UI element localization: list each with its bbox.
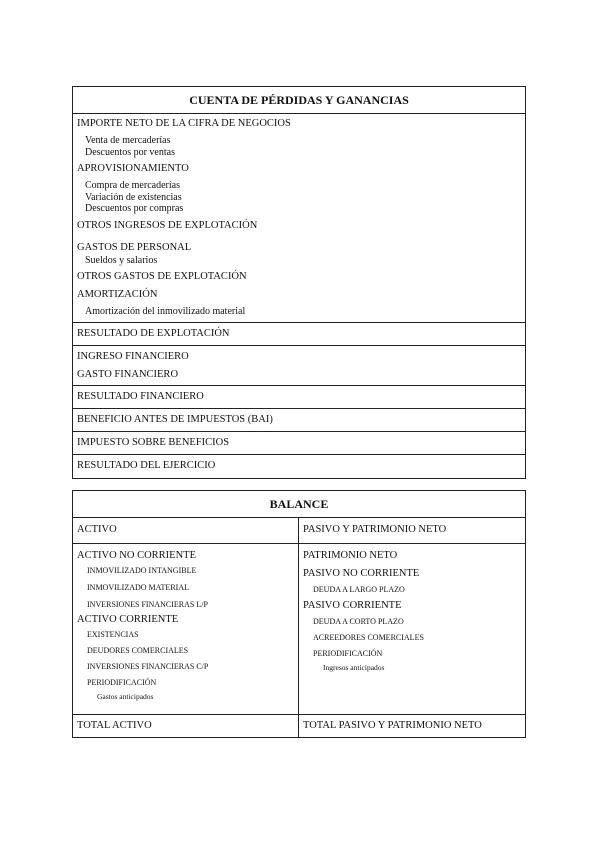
balance-body-row — [73, 544, 525, 715]
resultado-ejercicio: RESULTADO DEL EJERCICIO — [77, 459, 216, 471]
resultado-financiero-row — [73, 386, 525, 409]
total-activo-cell — [73, 715, 299, 737]
inmov-material: INMOVILIZADO MATERIAL — [87, 583, 189, 592]
resultado-ejercicio-row — [73, 455, 525, 478]
patrimonio-neto: PATRIMONIO NETO — [303, 550, 398, 561]
total-pasivo-cell — [299, 715, 525, 737]
ingreso-financiero: INGRESO FINANCIERO — [77, 350, 189, 362]
inversiones-cp: INVERSIONES FINANCIERAS C/P — [87, 662, 209, 671]
compra-mercaderias: Compra de mercaderías — [85, 180, 180, 191]
pasivo-corriente: PASIVO CORRIENTE — [303, 600, 402, 611]
venta-mercaderias: Venta de mercaderías — [85, 135, 171, 146]
resultado-explotacion-row — [73, 323, 525, 346]
activo-no-corriente: ACTIVO NO CORRIENTE — [77, 550, 196, 561]
periodificacion-pasivo: PERIODIFICACIÓN — [313, 649, 383, 658]
pasivo-no-corriente: PASIVO NO CORRIENTE — [303, 568, 420, 579]
descuentos-ventas: Descuentos por ventas — [85, 146, 175, 158]
deuda-lp: DEUDA A LARGO PLAZO — [313, 585, 405, 594]
financiero-section — [73, 346, 525, 386]
balance-header-row — [73, 518, 525, 544]
periodificacion-activo: PERIODIFICACIÓN — [87, 678, 157, 687]
otros-gastos: OTROS GASTOS DE EXPLOTACIÓN — [77, 271, 247, 282]
activo-header: ACTIVO — [77, 524, 117, 535]
pasivo-header-cell — [299, 518, 525, 543]
gastos-anticipados: Gastos anticipados — [97, 692, 154, 701]
amortizacion-inmovilizado: Amortización del inmovilizado material — [85, 306, 246, 317]
aprovisionamiento: APROVISIONAMIENTO — [77, 163, 189, 174]
pyg-table — [72, 86, 526, 479]
activo-corriente: ACTIVO CORRIENTE — [77, 614, 179, 625]
pasivo-header: PASIVO Y PATRIMONIO NETO — [303, 524, 447, 535]
pyg-title: CUENTA DE PÉRDIDAS Y GANANCIAS — [73, 87, 525, 114]
deuda-cp: DEUDA A CORTO PLAZO — [313, 617, 404, 626]
bai-row — [73, 409, 525, 432]
balance-total-row — [73, 715, 525, 737]
resultado-explotacion: RESULTADO DE EXPLOTACIÓN — [77, 327, 230, 339]
impuesto-row — [73, 432, 525, 455]
sueldos-salarios: Sueldos y salarios — [85, 254, 158, 266]
pasivo-body — [299, 544, 525, 714]
resultado-financiero: RESULTADO FINANCIERO — [77, 390, 204, 402]
pyg-operating-section — [73, 114, 525, 323]
gasto-financiero: GASTO FINANCIERO — [77, 368, 179, 380]
balance-table — [72, 490, 526, 738]
bai: BENEFICIO ANTES DE IMPUESTOS (BAI) — [77, 413, 273, 425]
total-activo: TOTAL ACTIVO — [77, 720, 152, 731]
gastos-personal: GASTOS DE PERSONAL — [77, 241, 192, 253]
balance-title: BALANCE — [73, 491, 525, 518]
impuesto: IMPUESTO SOBRE BENEFICIOS — [77, 436, 230, 448]
inmov-intangible: INMOVILIZADO INTANGIBLE — [87, 566, 197, 575]
total-pasivo: TOTAL PASIVO Y PATRIMONIO NETO — [303, 720, 482, 731]
acreedores-comerciales: ACREEDORES COMERCIALES — [313, 633, 424, 642]
activo-body — [73, 544, 299, 714]
variacion-existencias: Variación de existencias — [85, 191, 182, 203]
activo-header-cell — [73, 518, 299, 543]
inversiones-lp: INVERSIONES FINANCIERAS L/P — [87, 600, 208, 609]
ingresos-anticipados: Ingresos anticipados — [323, 663, 385, 672]
deudores-comerciales: DEUDORES COMERCIALES — [87, 646, 189, 655]
amortizacion: AMORTIZACIÓN — [77, 289, 158, 300]
importe-neto: IMPORTE NETO DE LA CIFRA DE NEGOCIOS — [77, 118, 291, 129]
descuentos-compras: Descuentos por compras — [85, 203, 184, 214]
existencias: EXISTENCIAS — [87, 630, 139, 639]
otros-ingresos: OTROS INGRESOS DE EXPLOTACIÓN — [77, 219, 258, 231]
